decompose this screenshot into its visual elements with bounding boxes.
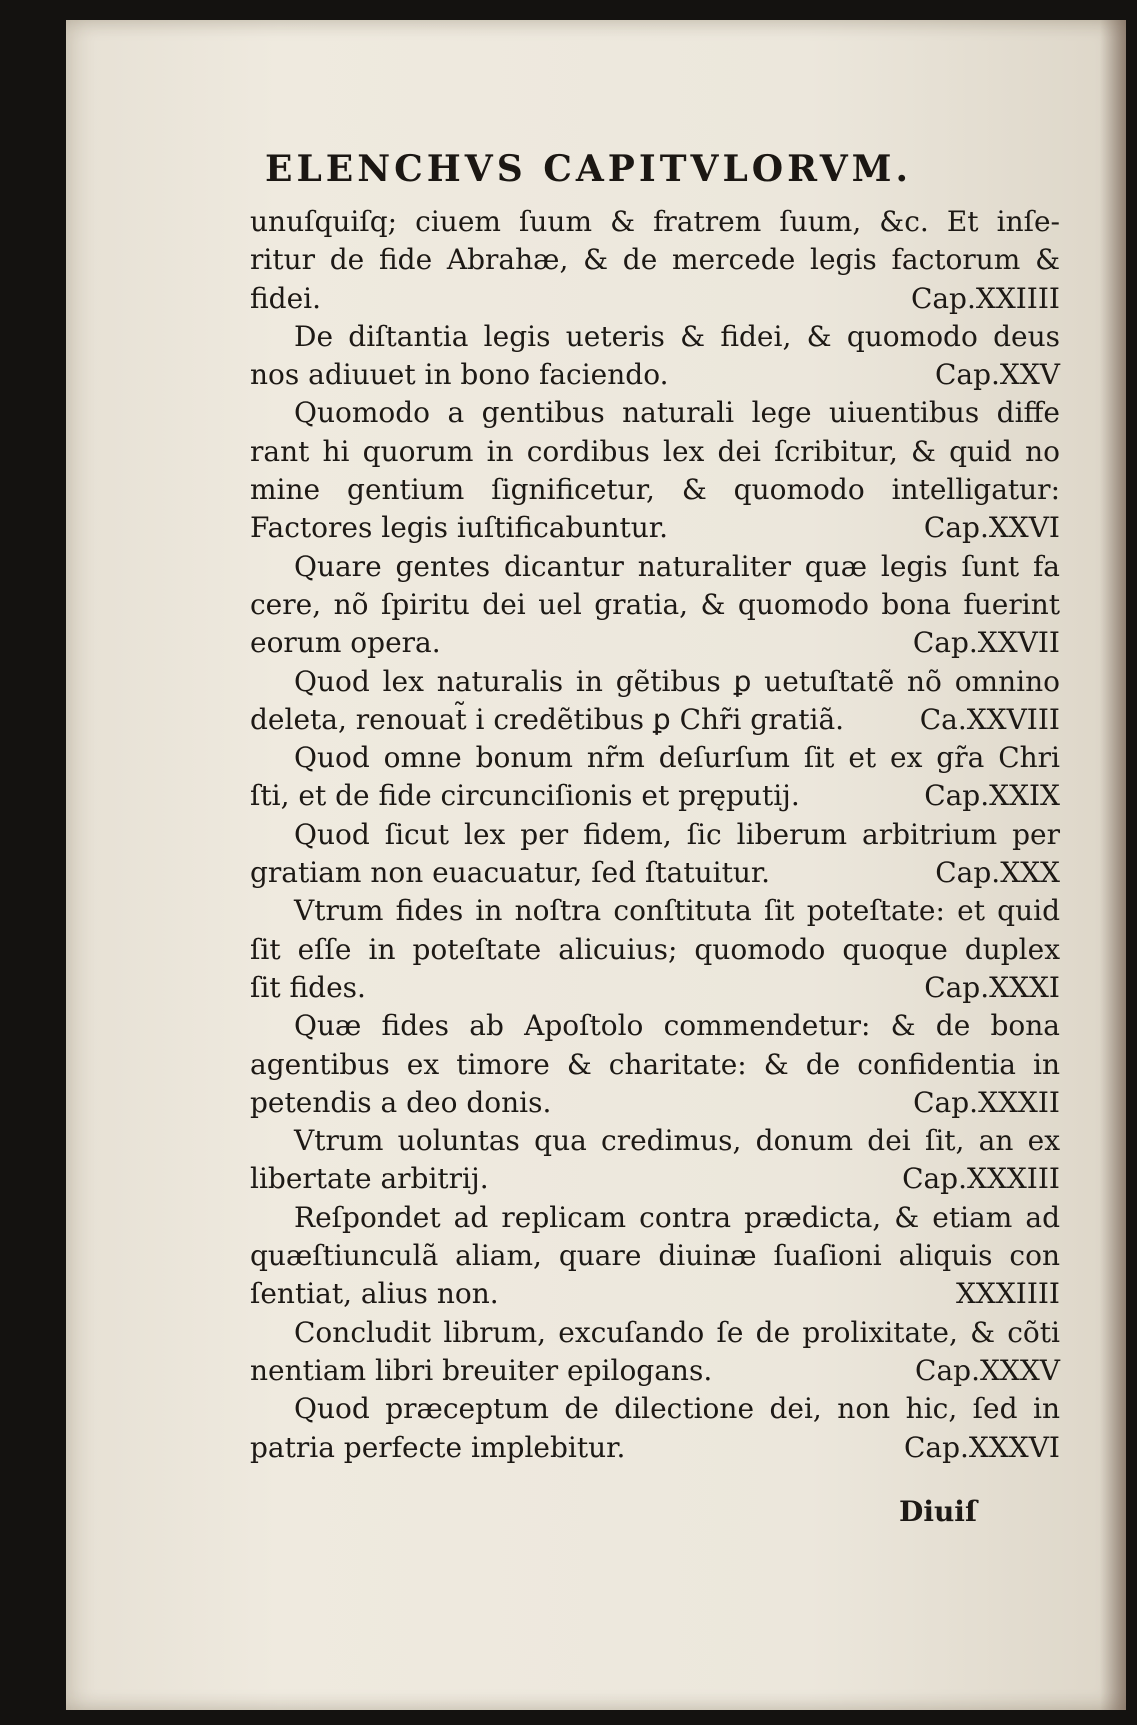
chapter-line-text: nentiam libri breuiter epilogans. [250, 1353, 713, 1387]
chapter-number: Cap.XXXII [913, 1085, 1060, 1119]
chapter-line [250, 280, 1060, 318]
chapter-line [250, 1314, 1060, 1352]
chapter-number: Cap.XXXV [915, 1353, 1060, 1387]
chapter-number: Cap.XXIX [924, 779, 1060, 813]
chapter-line [250, 548, 1060, 586]
chapter-line-text: Vtrum uoluntas qua credimus, donum dei ſit, an ex [294, 1124, 1060, 1158]
chapter-number: Cap.XXVII [912, 626, 1060, 660]
chapter-line [250, 1199, 1060, 1237]
catchword: Diuiſ [899, 1495, 977, 1528]
chapter-line [250, 1429, 1060, 1467]
chapter-line-text: Vtrum fides in noſtra conſtituta ſit poteſtate: et quid [294, 894, 1060, 928]
chapter-line-text: agentibus ex timore & charitate: & de confidentia in [250, 1047, 1060, 1081]
chapter-line-text: quæſtiunculã aliam, quare diuinæ ſuaſioni aliquis con [250, 1239, 1060, 1273]
chapter-line [250, 777, 1060, 815]
chapter-line [250, 892, 1060, 930]
chapter-line-text: libertate arbitrij. [250, 1162, 489, 1196]
chapter-line [250, 1007, 1060, 1045]
chapter-list [250, 203, 1060, 1467]
chapter-line [250, 739, 1060, 777]
chapter-line [250, 1046, 1060, 1084]
chapter-line [250, 969, 1060, 1007]
chapter-line-text: Quod præceptum de dilectione dei, non hic, ſed in [294, 1392, 1060, 1426]
chapter-number: Cap.XXXIII [902, 1162, 1060, 1196]
chapter-line-text: gratiam non euacuatur, ſed ſtatuitur. [250, 856, 771, 890]
chapter-line [250, 394, 1060, 432]
chapter-line [250, 1122, 1060, 1160]
chapter-line-text: Quod omne bonum nr̃m deſurſum ſit et ex gr̃a Chri [294, 741, 1060, 775]
chapter-line-text: ſti, et de fide circunciſionis et pręputij. [250, 779, 800, 813]
chapter-line-text: rant hi quorum in cordibus lex dei ſcribitur, & quid no [250, 434, 1060, 468]
chapter-line-text: Concludit librum, excuſando ſe de prolixitate, & cõti [294, 1315, 1060, 1349]
chapter-line-text: unuſquiſq; ciuem ſuum & fratrem ſuum, &c. Et inſe- [250, 205, 1060, 238]
chapter-line-text: nos adiuuet in bono faciendo. [250, 358, 669, 392]
chapter-line [250, 931, 1060, 969]
page-gutter-shadow [1100, 20, 1126, 1710]
chapter-line [250, 1390, 1060, 1428]
chapter-line [250, 356, 1060, 394]
chapter-line-text: Quod lex naturalis in gẽtibus ꝑ uetuſtatẽ nõ omnino [294, 664, 1060, 698]
chapter-line [250, 1160, 1060, 1198]
chapter-number: Cap.XXXI [924, 970, 1060, 1004]
chapter-line-text: ſentiat, alius non. [250, 1277, 499, 1311]
chapter-line [250, 701, 1060, 739]
chapter-line-text: ſit eſſe in poteſtate alicuius; quomodo quoque duplex [250, 932, 1060, 966]
chapter-line [250, 624, 1060, 662]
chapter-line-text: Reſpondet ad replicam contra prædicta, & etiam ad [294, 1200, 1060, 1234]
chapter-line-text: patria perfecte implebitur. [250, 1430, 626, 1464]
chapter-line-text: Factores legis iuſtificabuntur. [250, 511, 669, 545]
chapter-line-text: cere, nõ ſpiritu dei uel gratia, & quomodo bona fuerint [250, 587, 1060, 621]
chapter-line-text: De diſtantia legis ueteris & fidei, & quomodo deus [294, 319, 1060, 353]
chapter-line [250, 586, 1060, 624]
chapter-number: Cap.XXVI [923, 511, 1060, 545]
chapter-number: Cap.XXIIII [910, 281, 1060, 315]
chapter-line-text: Quomodo a gentibus naturali lege uiuentibus diffe [294, 396, 1060, 430]
chapter-line-text: deleta, renouat̃ i credẽtibus ꝑ Chr̃i gratiã. [250, 702, 845, 736]
page-header: ELENCHVS CAPITVLORVM. [265, 148, 913, 190]
chapter-line [250, 1275, 1060, 1313]
chapter-line [250, 1237, 1060, 1275]
chapter-line-text: petendis a deo donis. [250, 1085, 552, 1119]
chapter-line-text: ſit fides. [250, 970, 366, 1004]
chapter-line [250, 854, 1060, 892]
chapter-line [250, 203, 1060, 241]
chapter-line [250, 663, 1060, 701]
chapter-line-text: ritur de fide Abrahæ, & de mercede legis factorum & [250, 243, 1060, 277]
chapter-number: Ca.XXVIII [919, 702, 1060, 736]
chapter-line [250, 1352, 1060, 1390]
chapter-line [250, 1084, 1060, 1122]
chapter-line-text: eorum opera. [250, 626, 441, 660]
chapter-line-text: Quod ſicut lex per fidem, ſic liberum arbitrium per [294, 817, 1060, 851]
chapter-number: Cap.XXXVI [903, 1430, 1060, 1464]
chapter-line-text: Quæ fides ab Apoſtolo commendetur: & de bona [294, 1009, 1060, 1043]
chapter-line-text: Quare gentes dicantur naturaliter quæ legis ſunt fa [294, 549, 1060, 583]
chapter-line [250, 433, 1060, 471]
chapter-line [250, 471, 1060, 509]
chapter-line [250, 241, 1060, 279]
chapter-number: XXXIIII [955, 1277, 1060, 1311]
chapter-line-text: mine gentium ſignificetur, & quomodo intelligatur: [250, 473, 1060, 507]
chapter-number: Cap.XXV [934, 358, 1060, 392]
chapter-line [250, 509, 1060, 547]
chapter-line [250, 318, 1060, 356]
chapter-line [250, 816, 1060, 854]
chapter-number: Cap.XXX [935, 856, 1060, 890]
chapter-line-text: fidei. [250, 281, 322, 315]
